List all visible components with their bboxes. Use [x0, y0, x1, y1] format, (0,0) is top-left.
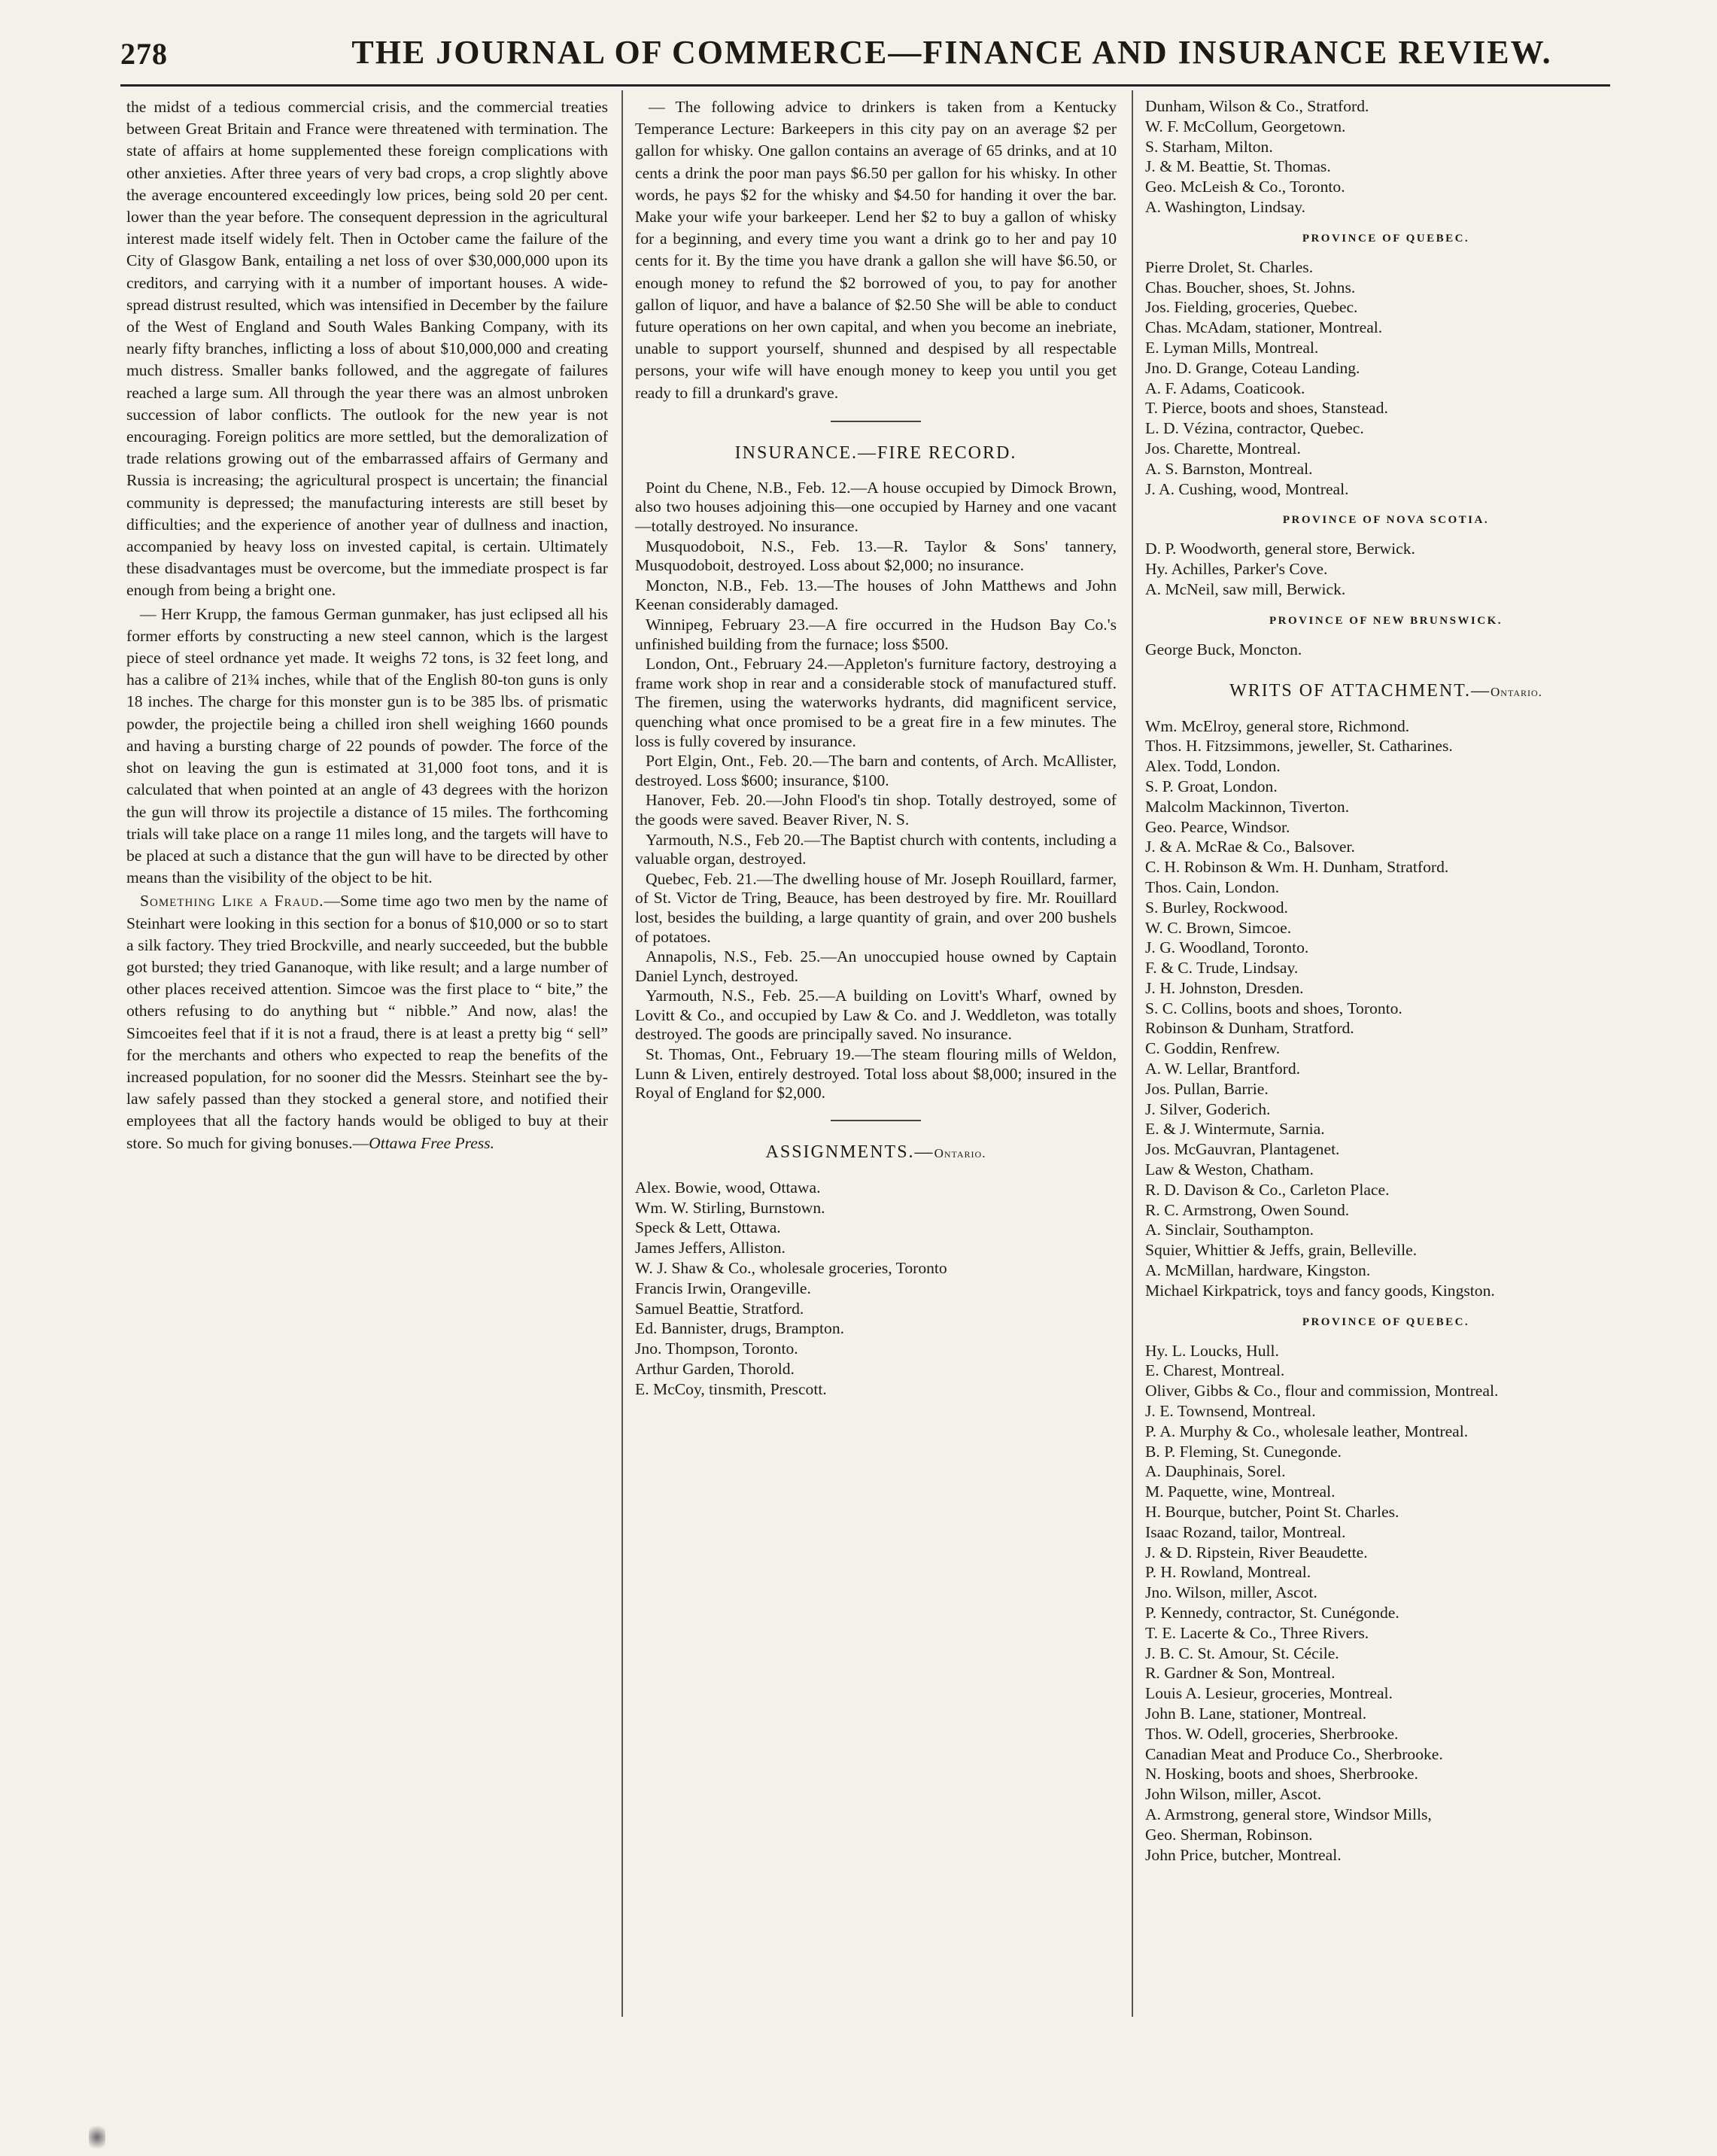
writ-entry: Louis A. Lesieur, groceries, Montreal. [1145, 1684, 1393, 1703]
writ-entry: Malcolm Mackinnon, Tiverton. [1145, 797, 1350, 816]
writ-entry: Jno. Wilson, miller, Ascot. [1145, 1583, 1317, 1602]
article-commercial-crisis: the midst of a tedious commercial crisis, and the commercial treaties between Great Britain and France were threatened with termination. The state of affairs at home supplemented these foreign complications with other anxieties. After three years of very bad crops, a crop slightly above the average encountered exceedingly low prices, being sold 20 per cent. lower than the year before. The consequent depression in the agricultural interest made itself widely felt. Then in October came the failure of the City of Glasgow Bank, entailing a net loss of over $30,000,000 upon its creditors, and carrying with it a number of important houses. A wide-spread distrust resulted, which was intensified in December by the failure of the West of England and South Wales Banking Company, with its nearly fifty branches, inflicting a loss of about $10,000,000 and creating much distress. Smaller banks followed, and the aggregate of failures reached a large sum. All through the year there was an almost unbroken succession of labor conflicts. The outlook for the new year is not encouraging. Foreign politics are more settled, but the demoralization of trade relations growing out of the embarrassed affairs of Germany and Russia is increasing; the agricultural prospect is uncertain; the financial community is depressed; the manufacturing interests are still beset by difficulties; and the experience of another year of dullness and inaction, accompanied by heavy loss on invested capital, is certain. Ultimately these disadvantages must be overcome, but the immediate prospect is far enough from being a bright one. [126, 98, 608, 600]
writ-entry: R. D. Davison & Co., Carleton Place. [1145, 1180, 1390, 1199]
assignments-ontario-continued [1145, 96, 1627, 217]
writ-entry: John Wilson, miller, Ascot. [1145, 1785, 1322, 1804]
writ-entry: J. H. Johnston, Dresden. [1145, 978, 1304, 997]
assignment-entry: E. Lyman Mills, Montreal. [1145, 338, 1319, 357]
section-rule [831, 421, 921, 422]
writ-entry: A. W. Lellar, Brantford. [1145, 1060, 1301, 1078]
writ-entry: E. & J. Wintermute, Sarnia. [1145, 1120, 1325, 1139]
writ-entry: Jos. Pullan, Barrie. [1145, 1079, 1269, 1098]
fire-record-item: Point du Chene, N.B., Feb. 12.—A house occupied by Dimock Brown, also two houses adjoining this—one occupied by Harney and one vacant—totally destroyed. No insurance. [635, 478, 1117, 536]
fire-record-item: St. Thomas, Ont., February 19.—The steam flouring mills of Weldon, Lunn & Liven, entirely destroyed. Total loss about $8,000; insured in the Royal of England for $2,000. [635, 1045, 1117, 1102]
writ-entry: R. C. Armstrong, Owen Sound. [1145, 1200, 1350, 1219]
province-nova-scotia-heading: PROVINCE OF NOVA SCOTIA. [1282, 514, 1490, 527]
writ-entry: Oliver, Gibbs & Co., flour and commission, Montreal. [1145, 1382, 1499, 1400]
assignment-entry: Jno. Thompson, Toronto. [635, 1340, 798, 1358]
writ-entry: S. C. Collins, boots and shoes, Toronto. [1145, 999, 1402, 1017]
article-fraud-lead: Something Like a Fraud. [140, 892, 324, 911]
writ-entry: Wm. McElroy, general store, Richmond. [1145, 716, 1410, 735]
assignments-heading [635, 1142, 1117, 1163]
fire-record-item: Musquodoboit, N.S., Feb. 13.—R. Taylor & Sons' tannery, Musquodoboit, destroyed. Loss about $2,000; no insurance. [635, 537, 1117, 575]
page-number: 278 [120, 37, 168, 71]
writ-entry: N. Hosking, boots and shoes, Sherbrooke. [1145, 1765, 1418, 1783]
writ-entry: A. Sinclair, Southampton. [1145, 1221, 1314, 1239]
assignment-entry: Pierre Drolet, St. Charles. [1145, 257, 1314, 276]
writ-entry: J. B. C. St. Amour, St. Cécile. [1145, 1644, 1339, 1662]
writ-entry: P. Kennedy, contractor, St. Cunégonde. [1145, 1604, 1399, 1622]
writ-entry: Alex. Todd, London. [1145, 757, 1281, 776]
writ-entry: J. G. Woodland, Toronto. [1145, 938, 1309, 957]
province-quebec-heading: PROVINCE OF QUEBEC. [1302, 232, 1470, 245]
fire-record-item: Yarmouth, N.S., Feb 20.—The Baptist church with contents, including a valuable organ, destroyed. [635, 830, 1117, 868]
fire-record-item: Winnipeg, February 23.—A fire occurred in the Hudson Bay Co.'s unfinished building from the furnace; loss $500. [635, 616, 1117, 653]
assignment-entry: Alex. Bowie, wood, Ottawa. [635, 1178, 821, 1197]
column-2 [635, 96, 1117, 2008]
writ-entry: A. Dauphinais, Sorel. [1145, 1462, 1286, 1481]
assignment-entry: T. Pierce, boots and shoes, Stanstead. [1145, 399, 1388, 418]
writ-entry: P. H. Rowland, Montreal. [1145, 1563, 1311, 1582]
writ-entry: Robinson & Dunham, Stratford. [1145, 1019, 1354, 1038]
assignment-entry: A. S. Barnston, Montreal. [1145, 459, 1313, 478]
writ-entry: A. McMillan, hardware, Kingston. [1145, 1261, 1371, 1280]
column-3 [1145, 96, 1627, 2008]
article-fraud-source: Ottawa Free Press. [369, 1133, 495, 1152]
article-krupp-cannon: — Herr Krupp, the famous German gunmaker, has just eclipsed all his former efforts by constructing a new steel cannon, which is the largest piece of steel ordnance yet made. It weighs 72 tons, is 32 feet long, and has a calibre of 21¾ inches, while that of the English 80-ton guns is only 18 inches. The charge for this monster gun is to be 385 lbs. of prismatic powder, the projectile being a chilled iron shell weighing 1660 pounds and having a bursting charge of 22 pounds of powder. The force of the shot on leaving the gun is estimated at 31,000 foot tons, and it is calculated that when pointed at an angle of 43 degrees with the horizon the gun will throw its projectile a distance of 15 miles. The forthcoming trials will take place on a range 11 miles long, and the targets will have to be placed at such a distance that the gun will have to be directed by other means than the visibility of the object to be hit. [126, 604, 608, 887]
assignment-entry: Jos. Fielding, groceries, Quebec. [1145, 298, 1358, 317]
writ-entry: S. Burley, Rockwood. [1145, 898, 1288, 917]
assignment-entry: Geo. McLeish & Co., Toronto. [1145, 178, 1345, 196]
writ-entry: Michael Kirkpatrick, toys and fancy goods, Kingston. [1145, 1281, 1495, 1300]
writ-entry: Squier, Whittier & Jeffs, grain, Belleville. [1145, 1241, 1418, 1260]
writ-entry: C. H. Robinson & Wm. H. Dunham, Stratford. [1145, 858, 1449, 877]
fire-record-item: Moncton, N.B., Feb. 13.—The houses of John Matthews and John Keenan considerably damaged. [635, 576, 1117, 614]
fire-record-item: Annapolis, N.S., Feb. 25.—An unoccupied house owned by Captain Daniel Lynch, destroyed. [635, 947, 1117, 985]
assignment-entry: D. P. Woodworth, general store, Berwick. [1145, 540, 1415, 558]
assignments-heading-province: Ontario. [934, 1145, 986, 1160]
writ-entry: Law & Weston, Chatham. [1145, 1160, 1314, 1179]
article-fraud-body: —Some time ago two men by the name of Steinhart were looking in this section for a bonus of $10,000 or so to start a silk factory. They tried Brockville, and nearly succeeded, but the bubble got bursted; they tried Gananoque, with like result; and a large number of other places received attention. Simcoe was the first place to “ bite,” the others refusing to do anything but “ nibble.” And now, alas! the Simcoeites feel that if it is not a fraud, there is at least a pretty big “ sell” for the merchants and others who expected to reap the benefits of the increased population, for no sooner did the Messrs. Steinhart see the by-law safely passed than they stocked a general store, and notified their employees that all the factory hands would be obliged to buy at their store. So much for giving bonuses.— [126, 892, 608, 1152]
writ-entry: A. Armstrong, general store, Windsor Mills, [1145, 1805, 1432, 1823]
assignment-entry: Chas. McAdam, stationer, Montreal. [1145, 318, 1383, 337]
assignment-entry: A. F. Adams, Coaticook. [1145, 379, 1305, 397]
writ-entry: M. Paquette, wine, Montreal. [1145, 1482, 1336, 1501]
writ-entry: Jos. McGauvran, Plantagenet. [1145, 1140, 1340, 1159]
writs-quebec-list [1145, 1341, 1627, 1866]
article-fraud [126, 890, 608, 1154]
writ-entry: John B. Lane, stationer, Montreal. [1145, 1704, 1367, 1723]
journal-title: THE JOURNAL OF COMMERCE—FINANCE AND INSURANCE REVIEW. [351, 34, 1552, 71]
province-new-brunswick-heading: PROVINCE OF NEW BRUNSWICK. [1269, 614, 1503, 627]
fire-record-item: Port Elgin, Ont., Feb. 20.—The barn and contents, of Arch. McAllister, destroyed. Loss $600; insurance, $100. [635, 752, 1117, 789]
assignment-entry: Speck & Lett, Ottawa. [635, 1218, 781, 1237]
page-header [113, 30, 1618, 77]
writs-province-quebec-heading: PROVINCE OF QUEBEC. [1302, 1315, 1470, 1328]
writ-entry: B. P. Fleming, St. Cunegonde. [1145, 1442, 1342, 1461]
writ-entry: J. E. Townsend, Montreal. [1145, 1402, 1316, 1421]
assignment-entry: Wm. W. Stirling, Burnstown. [635, 1198, 825, 1217]
assignment-entry: Dunham, Wilson & Co., Stratford. [1145, 97, 1369, 115]
assignment-entry: George Buck, Moncton. [1145, 640, 1302, 658]
assignment-entry: Chas. Boucher, shoes, St. Johns. [1145, 278, 1356, 296]
assignment-entry: L. D. Vézina, contractor, Quebec. [1145, 419, 1364, 438]
fire-record-item: London, Ont., February 24.—Appleton's furniture factory, destroying a frame work shop in rear and a considerable stock of manufactured stuff. The firemen, using the waterworks hydrants, did magnificent service, quenching what once promised to be a great fire in a few minutes. The loss is fully covered by insurance. [635, 655, 1117, 750]
assignments-quebec-list [1145, 257, 1627, 500]
assignment-entry: J. A. Cushing, wood, Montreal. [1145, 479, 1349, 498]
writs-heading [1145, 681, 1627, 701]
writ-entry: S. P. Groat, London. [1145, 777, 1278, 795]
assignment-entry: W. J. Shaw & Co., wholesale groceries, Toronto [635, 1259, 947, 1278]
writ-entry: R. Gardner & Son, Montreal. [1145, 1664, 1336, 1683]
writ-entry: John Price, butcher, Montreal. [1145, 1845, 1342, 1864]
writ-entry: Thos. H. Fitzsimmons, jeweller, St. Catharines. [1145, 737, 1453, 756]
assignments-list [635, 1178, 1117, 1400]
writ-entry: P. A. Murphy & Co., wholesale leather, Montreal. [1145, 1422, 1469, 1440]
fire-record-heading: INSURANCE.—FIRE RECORD. [734, 442, 1017, 463]
assignment-entry: A. Washington, Lindsay. [1145, 197, 1305, 216]
assignment-entry: Arthur Garden, Thorold. [635, 1360, 795, 1379]
assignments-nova-scotia-list [1145, 539, 1627, 599]
writ-entry: F. & C. Trude, Lindsay. [1145, 959, 1299, 978]
column-1 [126, 96, 608, 2008]
writs-heading-text: WRITS OF ATTACHMENT.— [1229, 680, 1491, 701]
header-rule [120, 84, 1610, 87]
assignment-entry: Jos. Charette, Montreal. [1145, 439, 1301, 458]
writ-entry: J. & D. Ripstein, River Beaudette. [1145, 1543, 1368, 1562]
fire-record-item: Yarmouth, N.S., Feb. 25.—A building on Lovitt's Wharf, owned by Lovitt & Co., and occupied by Law & Co. and J. Weddleton, was totally destroyed. The goods are principally saved. No insurance. [635, 987, 1117, 1044]
column-divider [621, 90, 623, 2017]
writs-ontario-list [1145, 716, 1627, 1301]
writ-entry: E. Charest, Montreal. [1145, 1361, 1285, 1380]
assignments-new-brunswick-list [1145, 640, 1627, 660]
fire-record-item: Quebec, Feb. 21.—The dwelling house of Mr. Joseph Rouillard, farmer, of St. Victor de Tring, Beauce, has been destroyed by fire. Mr. Rouillard lost, besides the building, a large quantity of grain, and over 200 bushels of potatoes. [635, 869, 1117, 946]
section-rule [831, 1120, 921, 1121]
assignment-entry: James Jeffers, Alliston. [635, 1239, 786, 1257]
assignment-entry: Samuel Beattie, Stratford. [635, 1299, 804, 1318]
writ-entry: T. E. Lacerte & Co., Three Rivers. [1145, 1623, 1369, 1642]
writ-entry: W. C. Brown, Simcoe. [1145, 918, 1292, 937]
column-divider [1132, 90, 1133, 2017]
assignment-entry: W. F. McCollum, Georgetown. [1145, 117, 1346, 135]
assignments-heading-text: ASSIGNMENTS.— [765, 1142, 934, 1162]
fire-record-item: Hanover, Feb. 20.—John Flood's tin shop. Totally destroyed, some of the goods were saved. Beaver River, N. S. [635, 791, 1117, 829]
assignment-entry: Francis Irwin, Orangeville. [635, 1279, 811, 1297]
writ-entry: J. & A. McRae & Co., Balsover. [1145, 838, 1355, 856]
writ-entry: H. Bourque, butcher, Point St. Charles. [1145, 1503, 1399, 1522]
assignment-entry: Hy. Achilles, Parker's Cove. [1145, 560, 1328, 579]
writ-entry: Geo. Pearce, Windsor. [1145, 817, 1290, 836]
writ-entry: Isaac Rozand, tailor, Montreal. [1145, 1522, 1346, 1541]
print-smudge [89, 2122, 105, 2152]
assignment-entry: Jno. D. Grange, Coteau Landing. [1145, 358, 1360, 377]
assignment-entry: E. McCoy, tinsmith, Prescott. [635, 1379, 827, 1398]
writs-heading-province: Ontario. [1491, 684, 1542, 699]
writ-entry: Canadian Meat and Produce Co., Sherbrooke. [1145, 1744, 1443, 1763]
fire-record-list [635, 479, 1117, 1103]
writ-entry: J. Silver, Goderich. [1145, 1099, 1271, 1118]
writ-entry: Thos. Cain, London. [1145, 877, 1280, 896]
writ-entry: Geo. Sherman, Robinson. [1145, 1825, 1313, 1844]
writ-entry: C. Goddin, Renfrew. [1145, 1039, 1281, 1058]
assignment-entry: S. Starham, Milton. [1145, 137, 1273, 156]
writ-entry: Thos. W. Odell, groceries, Sherbrooke. [1145, 1724, 1399, 1743]
assignment-entry: Ed. Bannister, drugs, Brampton. [635, 1319, 845, 1338]
article-temperance-advice: — The following advice to drinkers is taken from a Kentucky Temperance Lecture: Barkeepers in this city pay on an average $2 per gallon for whisky. One gallon contains an average of 65 drinks, and at 10 cents a drink the poor man pays $6.50 per gallon for his whisky. In other words, he pays $2 for the whisky and $4.50 for handing it over the bar. Make your wife your barkeeper. Lend her $2 to buy a gallon of whisky for a beginning, and every time you want a drink go to her and pay 10 cents for it. By the time you have drank a gallon she will have $6.50, or enough money to refund the $2 borrowed of you, to pay for another gallon of liquor, and have a balance of $2.50 She will be able to conduct future operations on her own capital, and when you become an inebriate, unable to support yourself, shunned and despised by all respectable persons, your wife will have enough money to keep you until you get ready to fill a drunkard's grave. [635, 98, 1117, 402]
writ-entry: Hy. L. Loucks, Hull. [1145, 1341, 1279, 1360]
assignment-entry: J. & M. Beattie, St. Thomas. [1145, 157, 1331, 176]
assignment-entry: A. McNeil, saw mill, Berwick. [1145, 579, 1346, 598]
